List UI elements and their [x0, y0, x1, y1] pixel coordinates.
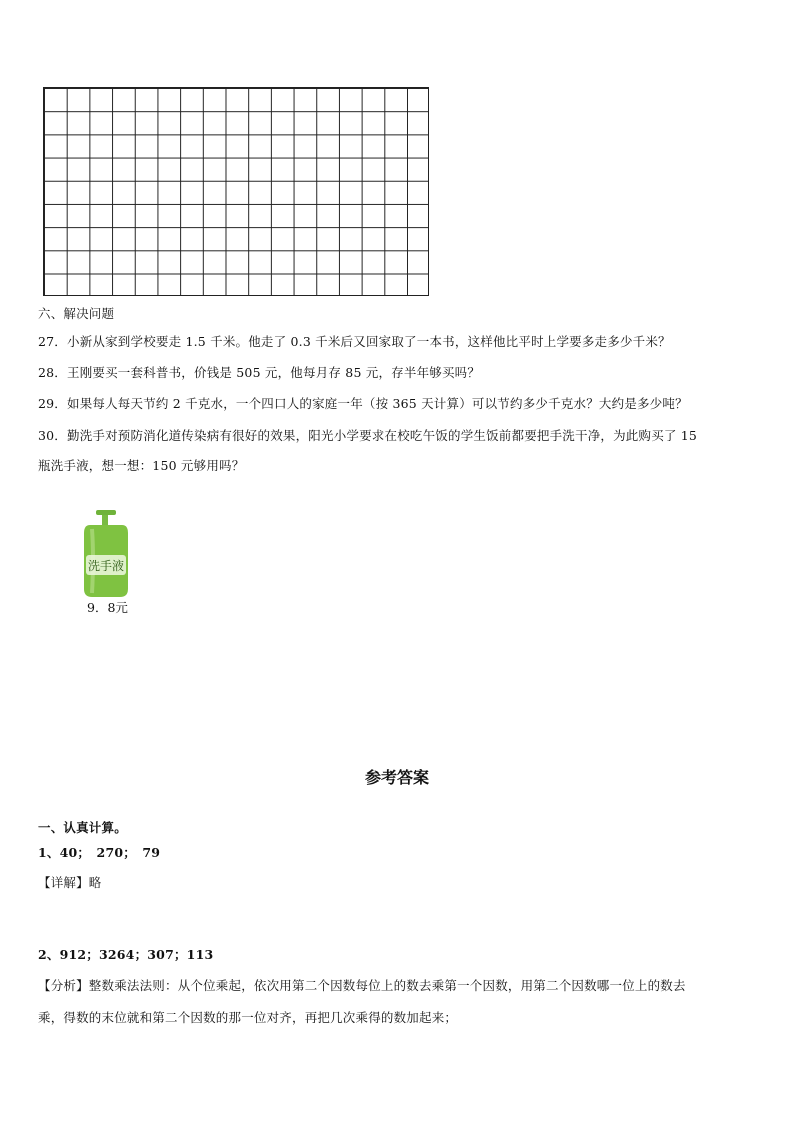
answer-1-detail: 【详解】略 [38, 875, 102, 890]
bottle-label: 洗手液 [87, 559, 125, 573]
question-30-line2: 瓶洗手液，想一想：150 元够用吗？ [38, 458, 245, 473]
question-29: 29．如果每人每天节约 2 千克水，一个四口人的家庭一年（按 365 天计算）可以节约多少千克水？大约是多少吨？ [38, 396, 688, 411]
answers-title: 参考答案 [364, 768, 429, 787]
section-6-heading: 六、解决问题 [38, 306, 115, 321]
hand-soap-bottle-image [80, 507, 136, 599]
answer-1: 1、40； 270； 79 [38, 845, 161, 860]
answer-2-analysis-line2: 乘，得数的末位就和第二个因数的那一位对齐，再把几次乘得的数加起来； [38, 1010, 458, 1025]
answers-section-1: 一、认真计算。 [38, 820, 127, 835]
question-27: 27．小新从家到学校要走 1.5 千米。他走了 0.3 千米后又回家取了一本书，这样他比平时上学要多走多少千米？ [38, 334, 671, 349]
answer-2-analysis-line1: 【分析】整数乘法法则：从个位乘起，依次用第二个因数每位上的数去乘第一个因数，用第二个因数哪一位上的数去 [38, 978, 686, 993]
answer-grid [43, 87, 429, 296]
answer-2: 2、912；3264；307；113 [38, 947, 214, 962]
question-30-line1: 30．勤洗手对预防消化道传染病有很好的效果，阳光小学要求在校吃午饭的学生饭前都要把手洗干净，为此购买了 15 [38, 428, 698, 443]
question-28: 28．王刚要买一套科普书，价钱是 505 元，他每月存 85 元，存半年够买吗？ [38, 365, 481, 380]
bottle-price: 9．8元 [87, 600, 128, 615]
